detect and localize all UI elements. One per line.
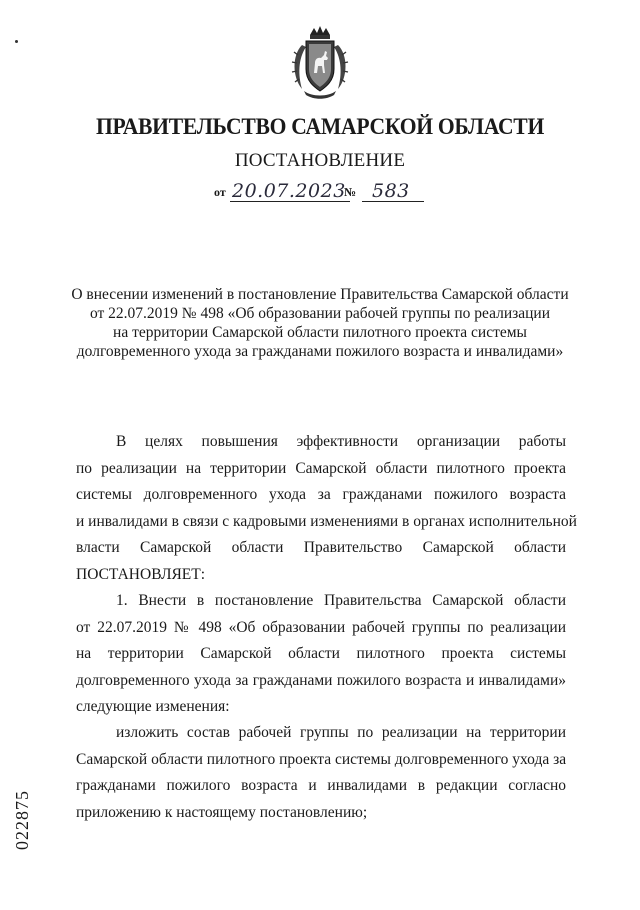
body-line: на территории Самарской области пилотного проекта системы: [76, 645, 566, 662]
body-line: по реализации на территории Самарской области пилотного проекта: [76, 459, 566, 477]
subject-line: О внесении изменений в постановление Правительства Самарской области: [71, 286, 569, 303]
body-line: 1. Внести в постановление Правительства Самарской области: [116, 592, 566, 609]
government-title: ПРАВИТЕЛЬСТВО САМАРСКОЙ ОБЛАСТИ: [96, 114, 544, 139]
coat-of-arms-icon: [288, 25, 352, 101]
document-type: ПОСТАНОВЛЕНИЕ: [234, 150, 406, 171]
body-line: приложению к настоящему постановлению;: [76, 803, 368, 821]
body-line: системы долговременного ухода за гражданами пожилого возраста: [76, 486, 566, 503]
body-line: Самарской области пилотного проекта системы долговременного ухода за: [76, 750, 567, 768]
side-serial-number: 022875: [12, 790, 32, 850]
body-line: В целях повышения эффективности организации работы: [116, 433, 566, 450]
subject-line: долговременного ухода за гражданами пожилого возраста и инвалидами»: [76, 343, 564, 360]
body-line: долговременного ухода за гражданами пожилого возраста и инвалидами»: [76, 671, 566, 689]
body-line: следующие изменения:: [76, 698, 230, 715]
scan-speck: [15, 40, 18, 43]
body-line: от 22.07.2019 № 498 «Об образовании рабочей группы по реализации: [76, 618, 566, 636]
paragraph-amendment: [76, 720, 566, 826]
body-line: гражданами пожилого возраста и инвалидами в редакции согласно: [76, 777, 566, 794]
body-line-resolves: ПОСТАНОВЛЯЕТ:: [76, 565, 206, 583]
body-line: власти Самарской области Правительство Самарской области: [76, 539, 566, 556]
paragraph-item-1: [76, 588, 566, 721]
body-line: и инвалидами в связи с кадровыми изменениями в органах исполнительной: [76, 512, 577, 530]
number-handwritten: 583: [372, 180, 410, 202]
document-subject: [60, 285, 580, 361]
date-prefix: от: [214, 185, 226, 199]
number-prefix: №: [344, 185, 357, 199]
subject-line: от 22.07.2019 № 498 «Об образовании рабочей группы по реализации: [89, 305, 551, 322]
subject-line: на территории Самарской области пилотного проекта системы: [113, 324, 527, 341]
body-line: изложить состав рабочей группы по реализации на территории: [116, 724, 566, 741]
date-handwritten: 20.07.2023: [232, 180, 346, 202]
date-number-line: [214, 180, 444, 206]
paragraph-preamble: [76, 429, 577, 588]
